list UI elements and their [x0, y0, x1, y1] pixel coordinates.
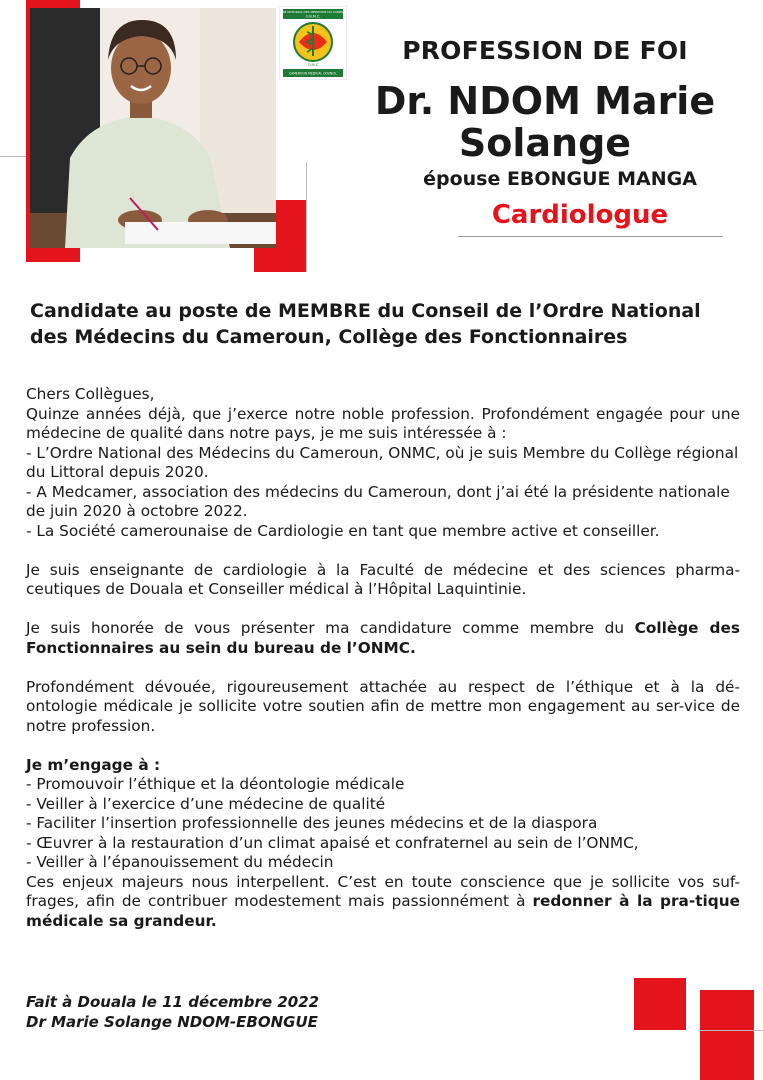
commitments-title: [26, 756, 740, 776]
portrait-photo: [30, 8, 276, 248]
candidacy-heading: [30, 298, 730, 350]
commitment-item: - Œuvrer à la restauration d’un climat apaisé et confraternel au sein de l’ONMC,: [26, 833, 639, 852]
engagement-item: - A Medcamer, association des médecins du Cameroun, dont j’ai été la présidente nationale de juin 2020 à octobre 2022.: [26, 482, 730, 520]
engagement-item: - L’Ordre National des Médecins du Cameroun, ONMC, où je suis Membre du Collège régional du Littoral depuis 2020.: [26, 443, 739, 481]
decor-red-square-bottom: [634, 978, 686, 1030]
salutation: Chers Collègues,: [26, 385, 155, 403]
commitments-title-text: Je m’engage à :: [26, 755, 161, 774]
teaching-paragraph: Je suis enseignante de cardiologie à la Faculté de médecine et des sciences pharma-ceutiques de Douala et Conseiller médical à l’Hôpital Laquintinie.: [26, 560, 740, 598]
signature-block: [26, 992, 319, 1032]
signer-name: Dr Marie Solange NDOM-EBONGUE: [26, 1013, 318, 1031]
closing-bold-text: redonner à la pra-tique médicale sa grandeur.: [26, 892, 740, 930]
decor-red-block-bottom-right: [700, 990, 754, 1080]
onmc-logo: [279, 6, 347, 80]
closing-paragraph: [26, 873, 740, 932]
logo-top-text: ORDRE NATIONAL DES MÉDECINS DU CAMEROUN: [279, 10, 347, 15]
candidacy-line2: des Médecins du Cameroun, Collège des Fonctionnaires: [30, 326, 628, 348]
candidate-name-line2: Solange: [458, 121, 632, 165]
candidacy-line1: Candidate au poste de MEMBRE du Conseil de l’Ordre National: [30, 300, 701, 322]
decor-line-bottom: [700, 1030, 763, 1031]
decor-line-right: [306, 162, 307, 272]
commitment-item: - Veiller à l’exercice d’une médecine de qualité: [26, 794, 386, 813]
candidate-specialty: Cardiologue: [491, 200, 669, 230]
document-title: PROFESSION DE FOI: [402, 36, 688, 65]
header-divider: [458, 236, 723, 237]
logo-seal-text: O.M.C: [307, 63, 319, 67]
honor-paragraph: [26, 619, 740, 658]
letter-body: [26, 385, 740, 931]
commitment-item: - Faciliter l’insertion professionnelle des jeunes médecins et de la diaspora: [26, 814, 598, 832]
honor-bold-text: Collège des Fonctionnaires au sein du bureau de l’ONMC.: [26, 619, 740, 657]
engagement-item: - La Société camerounaise de Cardiologie en tant que membre active et conseiller.: [26, 521, 660, 540]
place-date: Fait à Douala le 11 décembre 2022: [26, 993, 320, 1011]
commitment-item: - Veiller à l’épanouissement du médecin: [26, 853, 334, 871]
candidate-name-line1: Dr. NDOM Marie: [374, 79, 716, 123]
closing-text: Ces enjeux majeurs nous interpellent. C’est en toute conscience que je sollicite vos suf-frages, afin de contribuer modestement mais passionnément à: [26, 872, 740, 910]
intro-paragraph: Quinze années déjà, que j’exerce notre noble profession. Profondément engagée pour une médecine de qualité dans notre pays, je me suis intéressée à :: [26, 404, 740, 442]
candidate-spouse-name: épouse EBONGUE MANGA: [423, 168, 697, 190]
honor-text: Je suis honorée de vous présenter ma candidature comme membre du: [26, 619, 635, 637]
logo-abbrev: O.N.M.C.: [305, 14, 321, 19]
devotion-paragraph: Profondément dévouée, rigoureusement attachée au respect de l’éthique et à la dé-ontologie médicale je sollicite votre soutien afin de mettre mon engagement au ser-vice de notre profession.: [26, 677, 740, 735]
candidate-name: [345, 80, 745, 164]
logo-bottom-text: CAMEROON MEDICAL COUNCIL: [288, 71, 338, 76]
commitment-item: - Promouvoir l’éthique et la déontologie médicale: [26, 775, 405, 793]
decor-line-left: [0, 156, 26, 157]
portrait-illustration: [30, 8, 276, 248]
